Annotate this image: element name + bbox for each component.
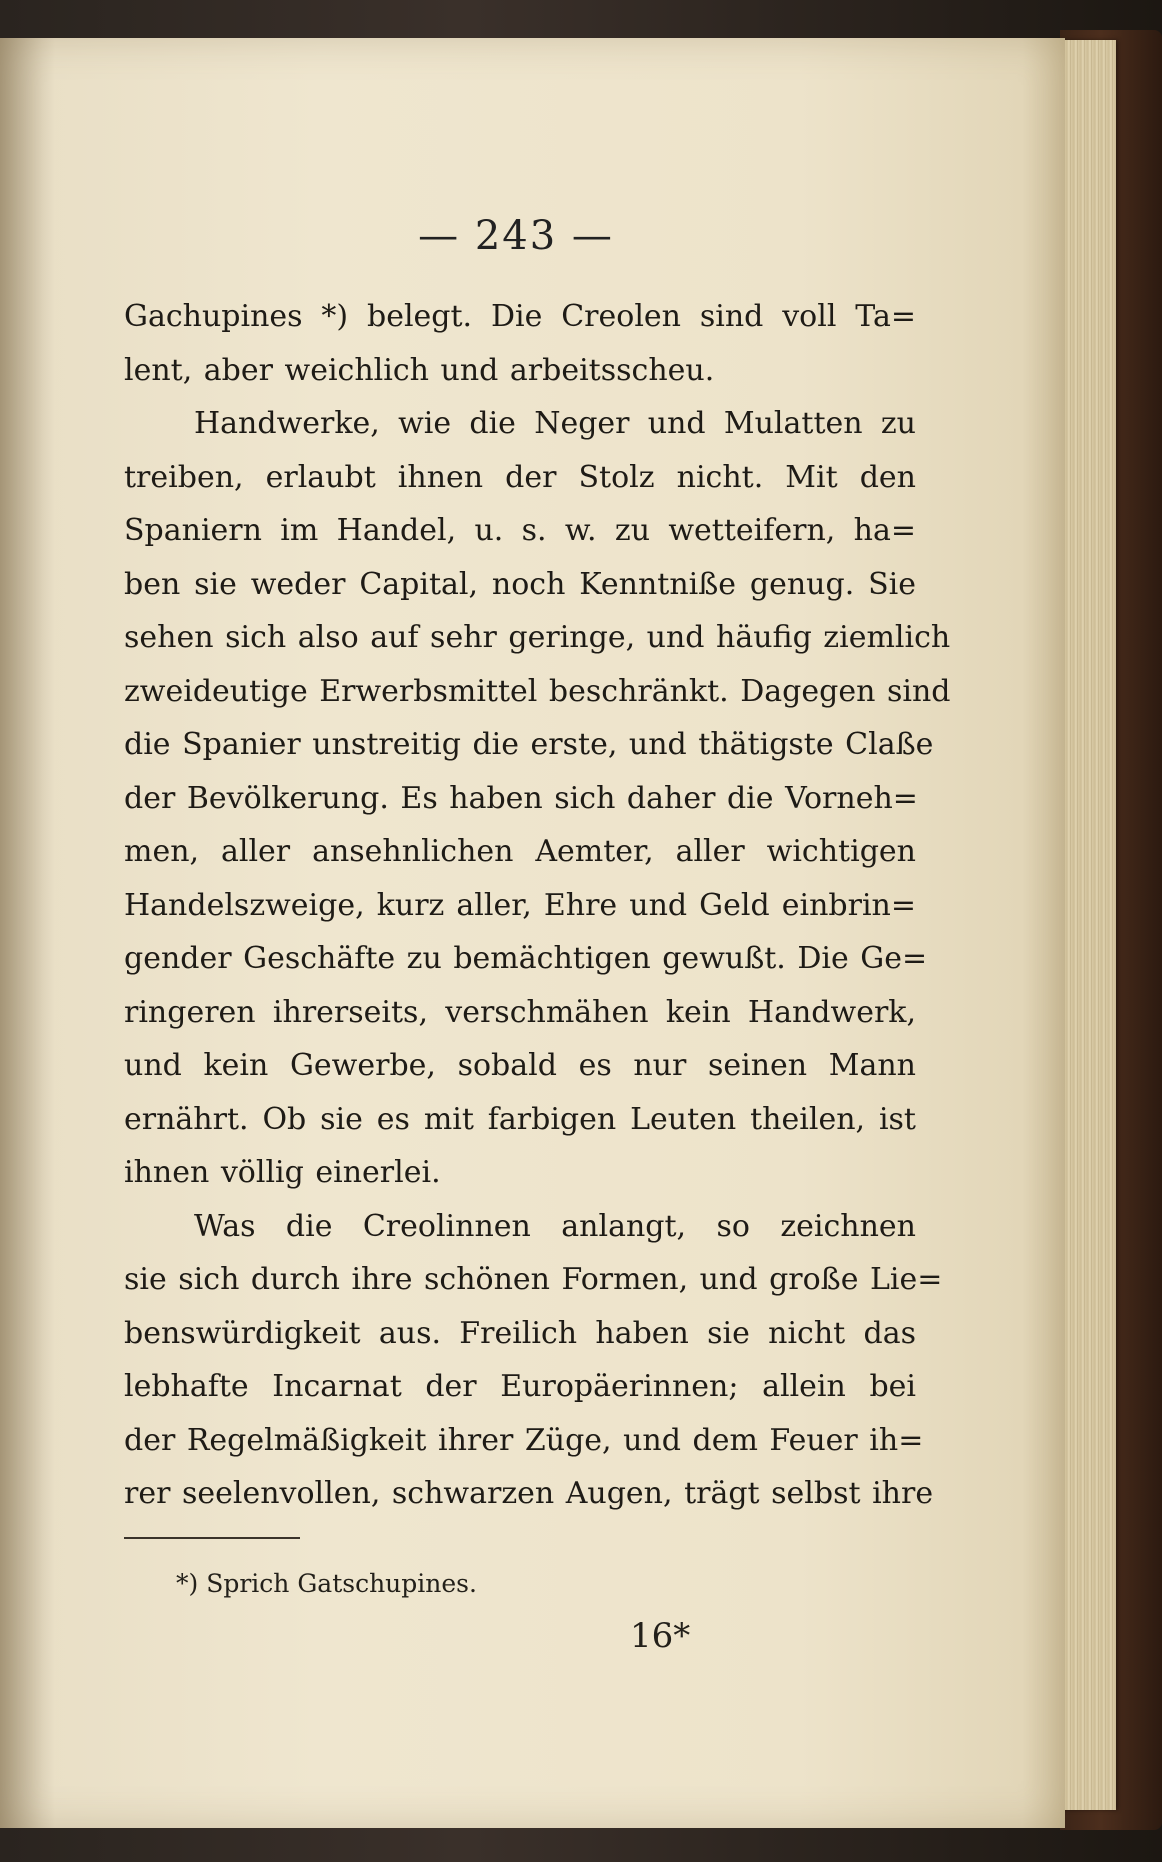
text-line: Was die Creolinnen anlangt, so zeichnen [194, 1208, 916, 1244]
signature-mark: 16* [630, 1616, 691, 1656]
text-line: ringeren ihrerseits, verschmähen kein Handwerk, [124, 994, 916, 1030]
text-line: zweideutige Erwerbsmittel beschränkt. Dagegen sind [124, 673, 951, 709]
gutter-shadow [0, 38, 55, 1828]
text-line: ihnen völlig einerlei. [124, 1155, 441, 1190]
text-line: der Bevölkerung. Es haben sich daher die Vorneh= [124, 780, 918, 816]
text-line: Gachupines *) belegt. Die Creolen sind voll Ta= [124, 299, 916, 334]
text-line: sie sich durch ihre schönen Formen, und große Lie= [124, 1262, 943, 1297]
text-line: ben sie weder Capital, noch Kenntniße genug. Sie [124, 566, 916, 602]
text-line: lebhafte Incarnat der Europäerinnen; allein bei [124, 1369, 916, 1404]
text-line: Spaniern im Handel, u. s. w. zu wetteifern, ha= [124, 513, 916, 548]
text-line: und kein Gewerbe, sobald es nur seinen Mann [124, 1048, 916, 1083]
text-line: rer seelenvollen, schwarzen Augen, trägt selbst ihre [124, 1476, 934, 1511]
text-line: ernährt. Ob sie es mit farbigen Leuten theilen, ist [124, 1101, 916, 1137]
text-line: gender Geschäfte zu bemächtigen gewußt. Die Ge= [124, 941, 928, 976]
text-line: lent, aber weichlich und arbeitsscheu. [124, 352, 715, 388]
page-number: — 243 — [418, 213, 614, 259]
body-text [124, 290, 951, 1521]
text-line: treiben, erlaubt ihnen der Stolz nicht. Mit den [124, 459, 916, 495]
text-line: Handwerke, wie die Neger und Mulatten zu [194, 406, 916, 441]
text-line: men, aller ansehnlichen Aemter, aller wichtigen [124, 834, 916, 869]
footnote: *) Sprich Gatschupines. [176, 1569, 477, 1598]
text-line: Handelszweige, kurz aller, Ehre und Geld einbrin= [124, 887, 916, 923]
text-line: benswürdigkeit aus. Freilich haben sie nicht das [124, 1315, 916, 1351]
footnote-rule [124, 1537, 300, 1539]
text-line: die Spanier unstreitig die erste, und thätigste Claße [124, 727, 934, 762]
text-line: sehen sich also auf sehr geringe, und häufig ziemlich [124, 620, 951, 655]
text-line: der Regelmäßigkeit ihrer Züge, und dem Feuer ih= [124, 1422, 924, 1458]
